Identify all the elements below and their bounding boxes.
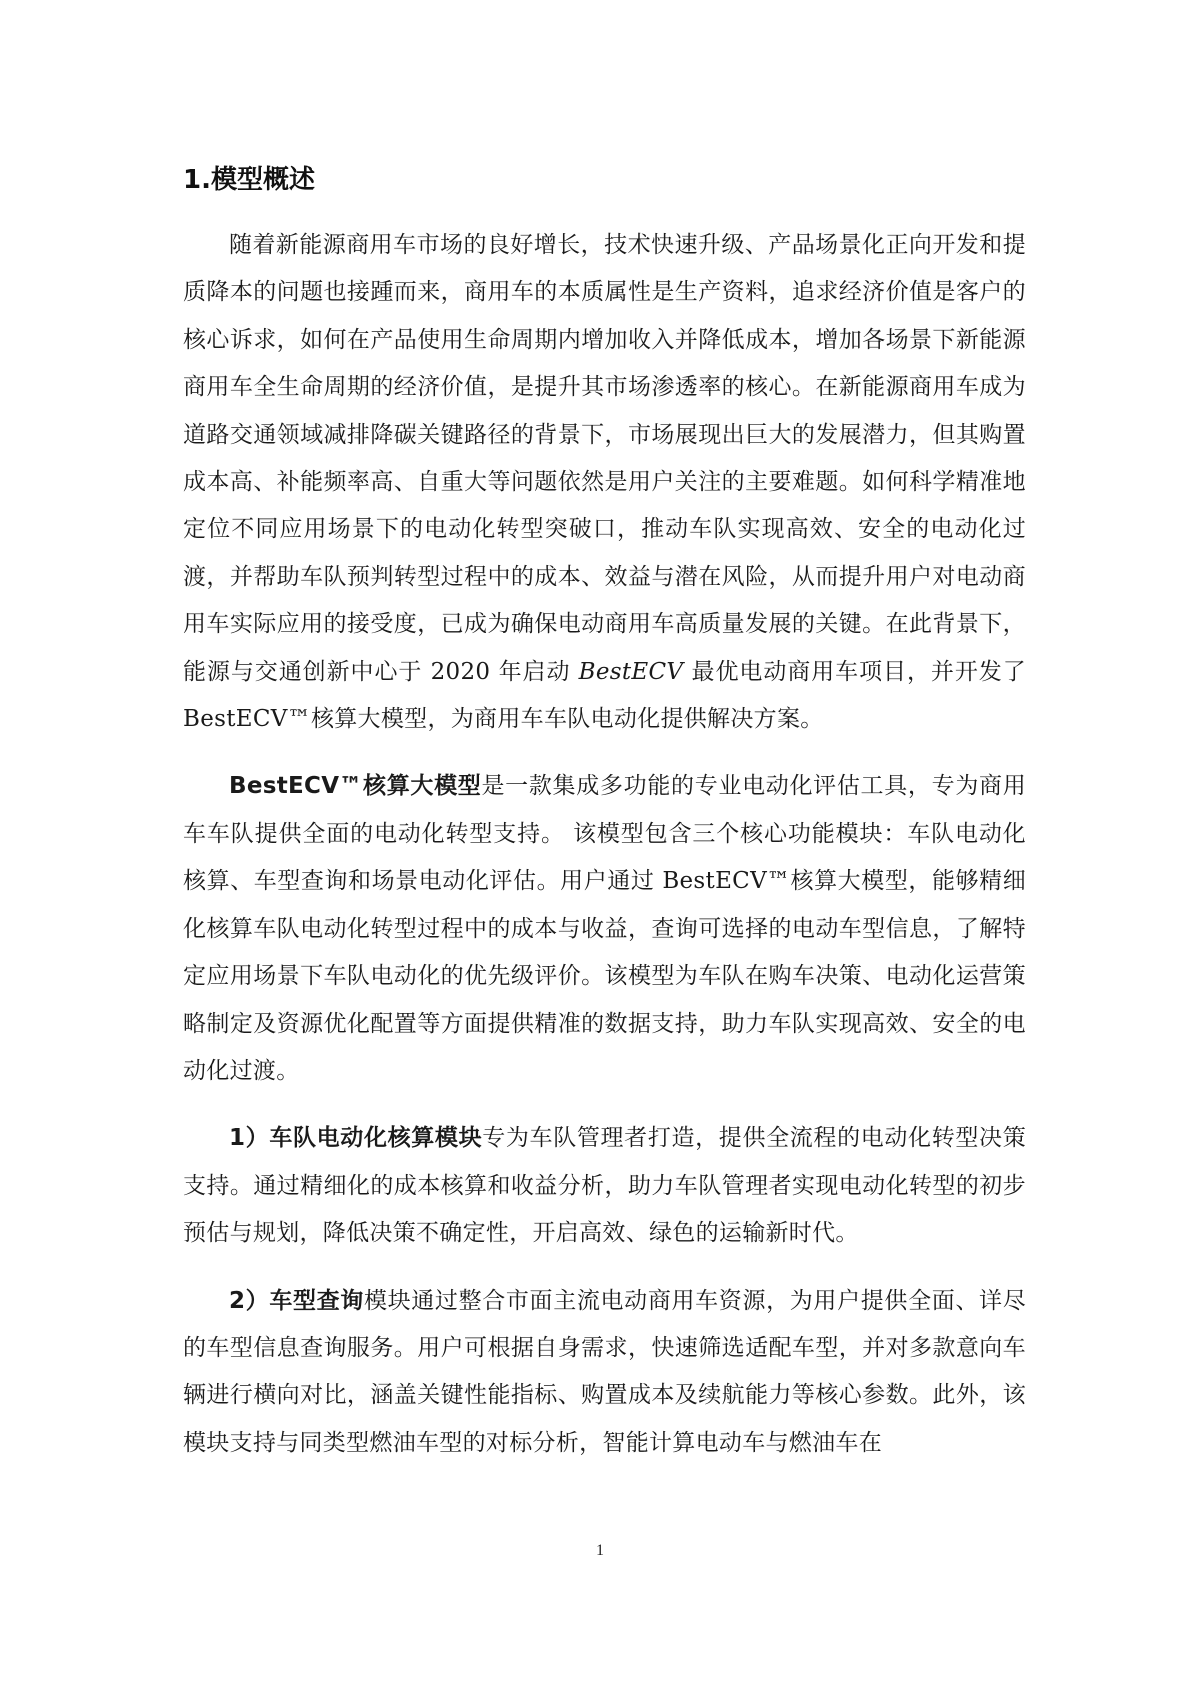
paragraph-background bbox=[183, 222, 1026, 743]
paragraph-module-fleet bbox=[183, 1115, 1026, 1257]
paragraph-module-vehicle bbox=[183, 1278, 1026, 1468]
paragraph-background-text: 随着新能源商用车市场的良好增长，技术快速升级、产品场景化正向开发和提质降本的问题也接踵而来，商用车的本质属性是生产资料，追求经济价值是客户的核心诉求，如何在产品使用生命周期内增加收入并降低成本，增加各场景下新能源商用车全生命周期的经济价值，是提升其市场渗透率的核心。在新能源商用车成为道路交通领域减排降碳关键路径的背景下，市场展现出巨大的发展潜力，但其购置成本高、补能频率高、自重大等问题依然是用户关注的主要难题。如何科学精准地定位不同应用场景下的电动化转型突破口，推动车队实现高效、安全的电动化过渡，并帮助车队预判转型过程中的成本、效益与潜在风险，从而提升用户对电动商用车实际应用的接受度，已成为确保电动商用车高质量发展的关键。在此背景下，能源与交通创新中心于 2020 年启动 bbox=[183, 232, 1026, 685]
model-name-bold: BestECV™核算大模型 bbox=[229, 773, 482, 800]
module-vehicle-title: 2）车型查询 bbox=[229, 1287, 364, 1314]
paragraph-module-fleet-text: 专为车队管理者打造，提供全流程的电动化转型决策支持。通过精细化的成本核算和收益分析，助力车队管理者实现电动化转型的初步预估与规划，降低决策不确定性，开启高效、绿色的运输新时代。 bbox=[183, 1125, 1026, 1247]
document-body bbox=[183, 160, 1026, 1487]
project-name-italic: BestECV bbox=[578, 658, 684, 685]
module-fleet-title: 1）车队电动化核算模块 bbox=[229, 1125, 483, 1152]
paragraph-model-intro bbox=[183, 763, 1026, 1095]
paragraph-background-text-end: 最优电动商用车项目，并开发了BestECV™核算大模型，为商用车车队电动化提供解决方案。 bbox=[183, 658, 1026, 733]
page-number: 1 bbox=[596, 1542, 604, 1559]
paragraph-module-vehicle-text: 模块通过整合市面主流电动商用车资源，为用户提供全面、详尽的车型信息查询服务。用户可根据自身需求，快速筛选适配车型，并对多款意向车辆进行横向对比，涵盖关键性能指标、购置成本及续航能力等核心参数。此外，该模块支持与同类型燃油车型的对标分析，智能计算电动车与燃油车在 bbox=[183, 1287, 1026, 1456]
paragraph-model-intro-text: 是一款集成多功能的专业电动化评估工具，专为商用车车队提供全面的电动化转型支持。 该模型包含三个核心功能模块：车队电动化核算、车型查询和场景电动化评估。用户通过 BestECV™核算大模型，能够精细化核算车队电动化转型过程中的成本与收益，查询可选择的电动车型信息，了解特定应用场景下车队电动化的优先级评价。该模型为车队在购车决策、电动化运营策略制定及资源优化配置等方面提供精准的数据支持，助力车队实现高效、安全的电动化过渡。 bbox=[183, 773, 1026, 1084]
section-heading: 1.模型概述 bbox=[183, 165, 315, 195]
